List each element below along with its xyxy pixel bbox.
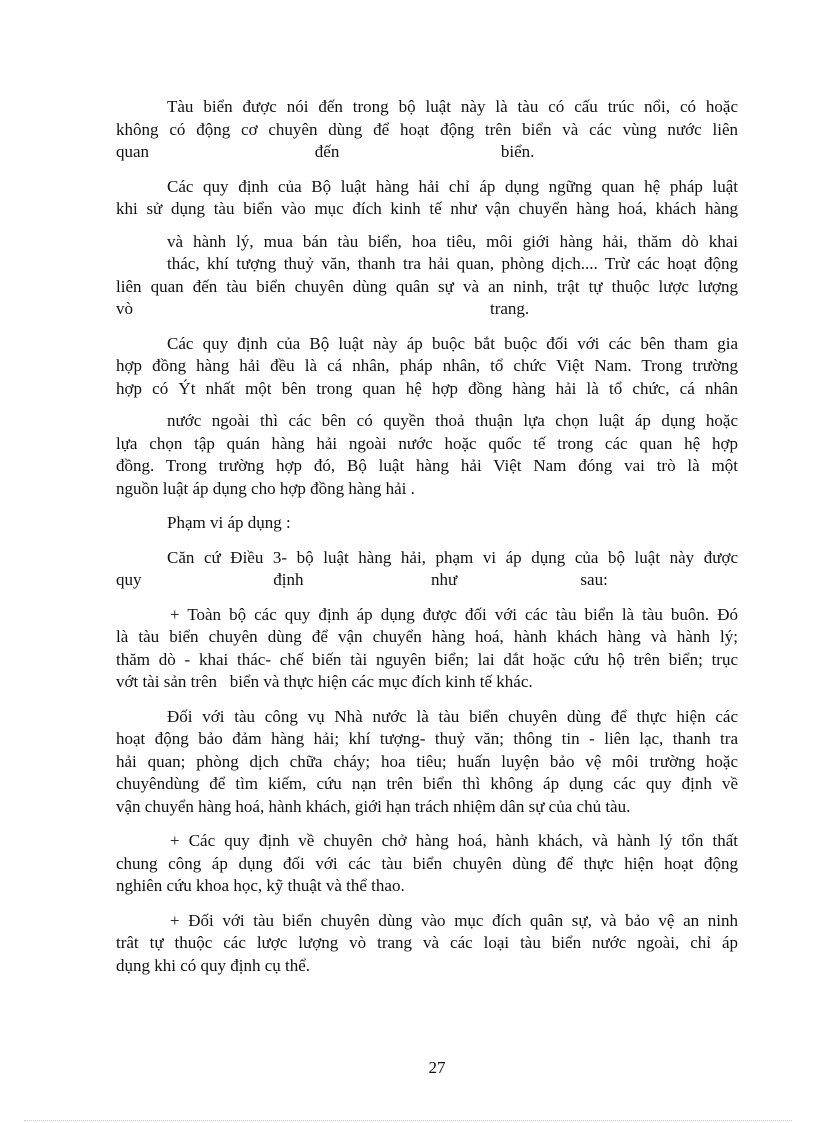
text-line: đồng. Trong trường hợp đó, Bộ luật hàng hải Việt Nam đóng vai trò là một	[116, 456, 738, 475]
text-line: nghiên cứu khoa học, kỹ thuật và thể thao.	[116, 876, 405, 895]
text-line: Tàu biển được nói đến trong bộ luật này là tàu có cấu trúc nổi, có hoặc	[167, 97, 738, 116]
page-bottom-divider	[24, 1120, 792, 1121]
text-line: nguồn luật áp dụng cho hợp đồng hàng hải .	[116, 478, 415, 498]
text-line: hợp đồng hàng hải đều là cá nhân, pháp nhân, tổ chức Việt Nam. Trong trường	[116, 356, 738, 375]
text-line: không có động cơ chuyên dùng để hoạt động trên biển và các vùng nước liên	[116, 119, 738, 139]
text-line: + Toàn bộ các quy định áp dụng được đối với các tàu biển là tàu buôn. Đó	[170, 604, 738, 624]
text-line: Đối với tàu công vụ Nhà nước là tàu biển chuyên dùng để thực hiện các	[167, 706, 738, 726]
text-line: chuyêndùng để tìm kiếm, cứu nạn trên biển thì không áp dụng các quy định về	[116, 774, 738, 793]
paragraph-ship-definition	[116, 96, 738, 164]
text-line: vận chuyển hàng hoá, hành khách, giới hạn trách nhiệm dân sự của chủ tàu.	[116, 796, 631, 816]
text-line: Các quy định của Bộ luật này áp buộc bắt buộc đối với các bên tham gia	[167, 333, 738, 353]
text-line: quan đến biển.	[116, 142, 535, 161]
text-line: Căn cứ Điều 3- bộ luật hàng hải, phạm vi áp dụng của bộ luật này được	[167, 547, 738, 567]
text-line: lựa chọn tập quán hàng hải ngoài nước hoặc quốc tế trong các quan hệ hợp	[116, 433, 738, 453]
paragraph-scope-activities	[116, 231, 738, 321]
text-line: chung công áp dụng đối với các tàu biển chuyên dùng để thực hiện hoạt động	[116, 853, 738, 873]
text-line: vớt tài sản trên biển và thực hiện các mục đích kinh tế khác.	[116, 672, 533, 691]
text-line: hải quan; phòng dịch chữa cháy; hoa tiêu; huấn luyện bảo vệ môi trường hoặc	[116, 751, 738, 771]
text-line: thác, khí tượng thuỷ văn, thanh tra hải quan, phòng dịch.... Trừ các hoạt động	[167, 254, 738, 273]
paragraph-article-3	[116, 547, 738, 592]
text-line: Phạm vi áp dụng :	[167, 513, 291, 532]
text-line: trât tự thuộc các lược lượng vò trang và các loại tàu biển nước ngoài, chỉ áp	[116, 933, 738, 952]
paragraph-state-ships	[116, 706, 738, 819]
paragraph-foreign-parties	[116, 410, 738, 500]
text-line: là tàu biển chuyên dùng để vận chuyển hàng hoá, hành khách hàng và hành lý;	[116, 627, 738, 646]
text-line: hoạt động bảo đảm hàng hải; khí tượng- thuỷ văn; thông tin - liên lạc, thanh tra	[116, 729, 738, 748]
document-body	[116, 96, 738, 989]
text-line: khi sử dụng tàu biển vào mục đích kinh tế như vận chuyển hàng hoá, khách hàng	[116, 199, 738, 218]
text-line: + Các quy định về chuyên chở hàng hoá, hành khách, và hành lý tổn thất	[170, 831, 738, 850]
text-line: và hành lý, mua bán tàu biển, hoa tiêu, môi giới hàng hải, thăm dò khai	[167, 231, 738, 251]
text-line: Các quy định của Bộ luật hàng hải chỉ áp dụng ngững quan hệ pháp luật	[167, 176, 738, 196]
paragraph-merchant-ships	[116, 604, 738, 694]
page-number: 27	[428, 1058, 446, 1077]
text-line: thăm dò - khai thác- chế biến tài nguyên biển; lai dắt hoặc cứu hộ trên biển; trục	[116, 649, 738, 669]
paragraph-military-ships	[116, 910, 738, 978]
paragraph-research-ships	[116, 830, 738, 898]
text-line: liên quan đến tàu biển chuyên dùng quân sự và an ninh, trật tự thuộc lược lượng	[116, 276, 738, 296]
text-line: vò trang.	[116, 299, 530, 318]
text-line: quy định như sau:	[116, 570, 608, 589]
paragraph-contract-parties	[116, 333, 738, 401]
text-line: + Đối với tàu biển chuyên dùng vào mục đích quân sự, và bảo vệ an ninh	[170, 910, 738, 930]
text-line: dụng khi có quy định cụ thể.	[116, 955, 311, 975]
text-line: nước ngoài thì các bên có quyền thoả thuận lựa chọn luật áp dụng hoặc	[167, 411, 738, 430]
heading-scope	[116, 512, 738, 535]
paragraph-scope-economic	[116, 176, 738, 221]
text-line: hợp có Ýt nhất một bên trong quan hệ hợp đồng hàng hải là tổ chức, cá nhân	[116, 378, 738, 398]
